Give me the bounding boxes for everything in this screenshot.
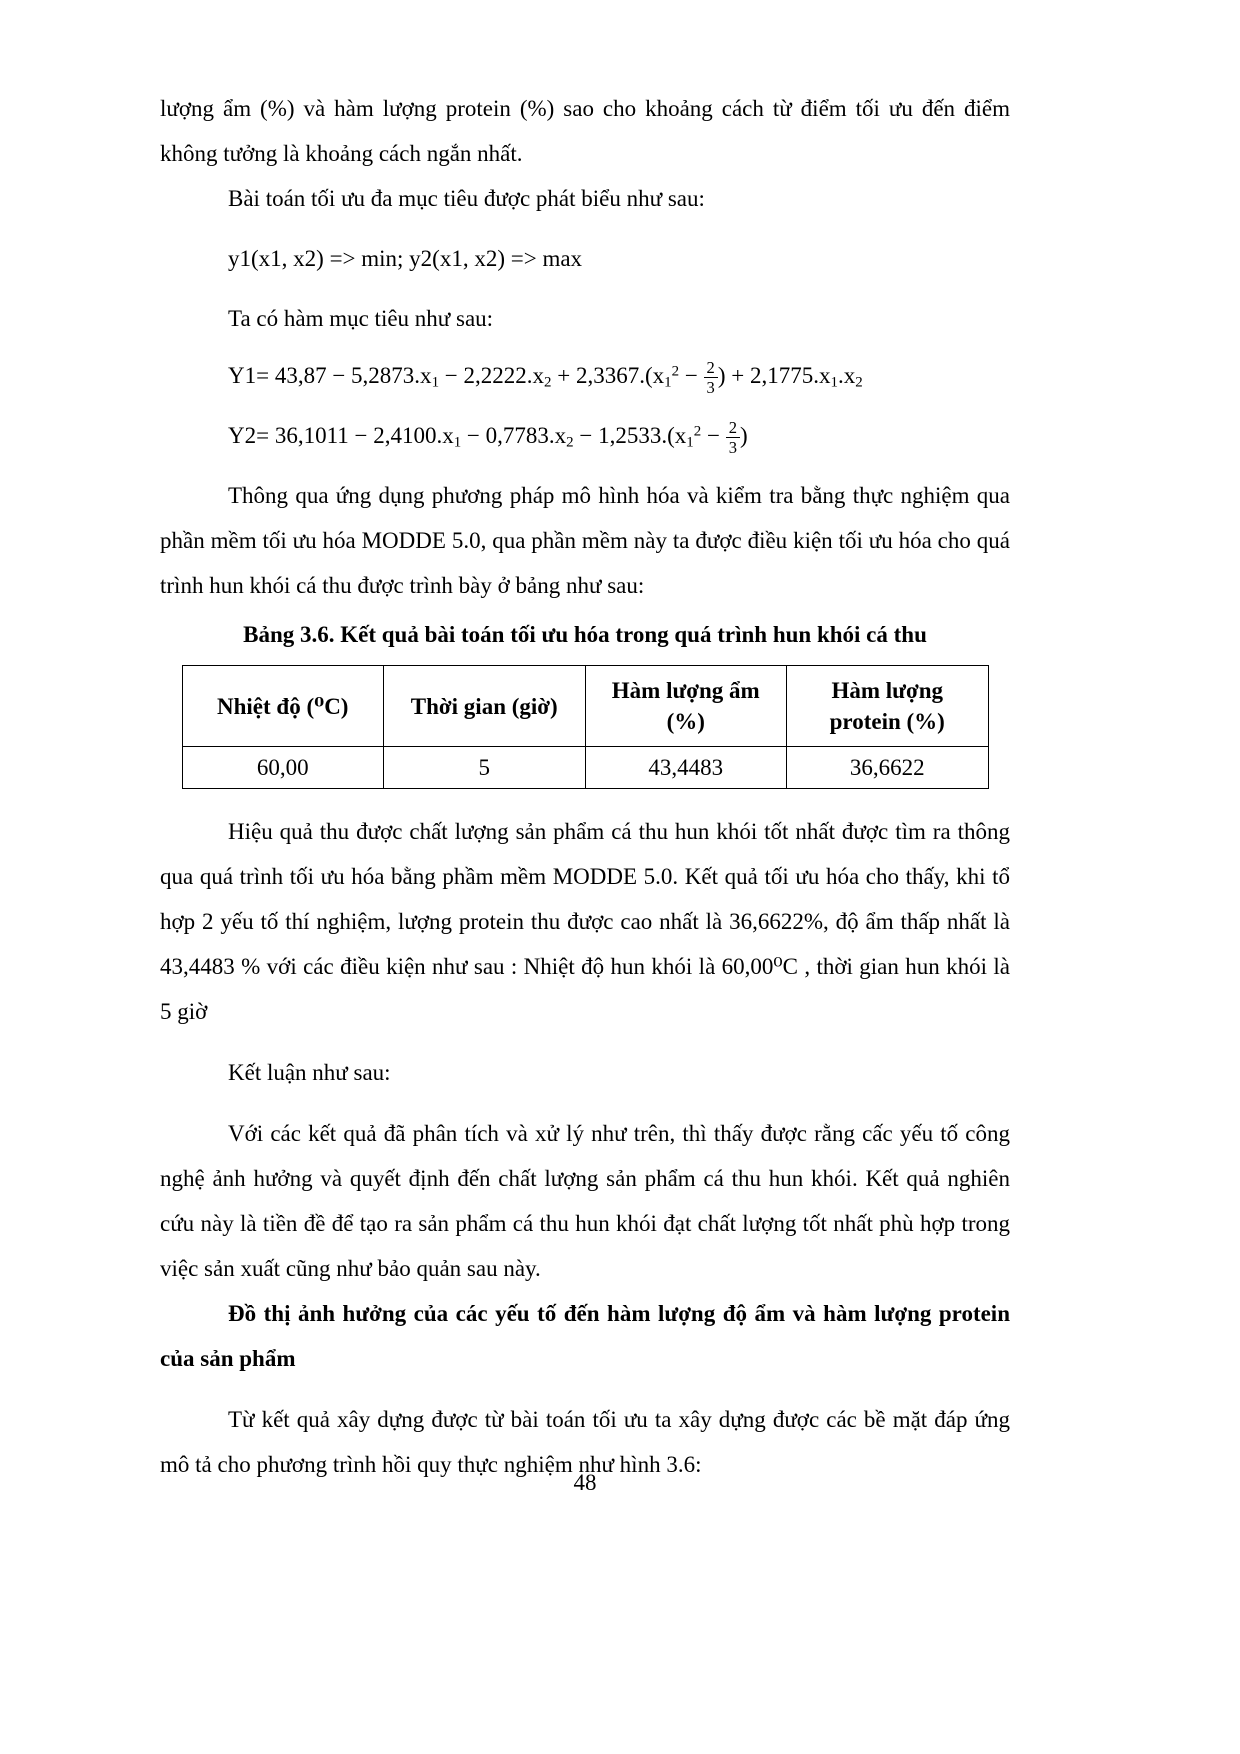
table-header-row [182,666,988,747]
paragraph-problem-statement: Bài toán tối ưu đa mục tiêu được phát biểu như sau: [228,186,705,211]
table-row [182,747,988,789]
equation-y1: $Y1= 43,87 - 5,2873.x_1 - 2,2222.x_2 + 2,3367.(x_1^2$ − $\frac{2}{3}$ ) + $2,1775.x_1.x_2$ [228,357,863,397]
paragraph-final: Từ kết quả xây dựng được từ bài toán tối ưu ta xây dựng được các bề mặt đáp ứng mô tả cho phương trình hồi quy thực nghiệm như hình 3.6: [160,1407,1010,1477]
paragraph-conclusion-intro: Kết luận như sau: [228,1060,391,1085]
paragraph-conclusion: Với các kết quả đã phân tích và xử lý như trên, thì thấy được rằng cấc yếu tố công nghệ ảnh hưởng và quyết định đến chất lượng sản phẩm cá thu hun khói. Kết quả nghiên cứu này là tiền đề để tạo ra sản phẩm cá thu hun khói đạt chất lượng tốt nhất phù hợp trong việc sản xuất cũng như bảo quản sau này. [160,1121,1010,1281]
equation-minmax: y1(x1, x2) => min; y2(x1, x2) => max [228,246,583,271]
header-protein: Hàm lượng protein (%) [787,666,989,747]
cell-temperature: 60,00 [182,747,384,789]
header-temperature: Nhiệt độ (⁰C) [182,666,384,747]
results-table [182,665,989,789]
paragraph-result: Hiệu quả thu được chất lượng sản phẩm cá thu hun khói tốt nhất được tìm ra thông qua quá trình tối ưu hóa bằng phầm mềm MODDE 5.0. Kết quả tối ưu hóa cho thấy, khi tổ hợp 2 yếu tố thí nghiệm, lượng protein thu được cao nhất là 36,6622%, độ ẩm thấp nhất là 43,4483 % với các điều kiện như sau : Nhiệt độ hun khói là 60,00⁰C , thời gian hun khói là 5 giờ [160,819,1010,1024]
fraction: $\frac{2}{3}$ [704,358,718,397]
table-caption: Bảng 3.6. Kết quả bài toán tối ưu hóa trong quá trình hun khói cá thu [243,622,927,647]
heading-chart: Đồ thị ảnh hưởng của các yếu tố đến hàm lượng độ ẩm và hàm lượng protein của sản phẩm [160,1301,1010,1371]
paragraph-modde: Thông qua ứng dụng phương pháp mô hình hóa và kiểm tra bằng thực nghiệm qua phần mềm tối ưu hóa MODDE 5.0, qua phần mềm này ta được điều kiện tối ưu hóa cho quá trình hun khói cá thu được trình bày ở bảng như sau: [160,483,1010,598]
page-number: 48 [573,1470,597,1495]
header-time: Thời gian (giờ) [384,666,586,747]
paragraph-intro: lượng ẩm (%) và hàm lượng protein (%) sao cho khoảng cách từ điểm tối ưu đến điểm không tưởng là khoảng cách ngắn nhất. [160,96,1010,166]
fraction: $\frac{2}{3}$ [726,418,740,457]
cell-time: 5 [384,747,586,789]
cell-protein: 36,6622 [787,747,989,789]
paragraph-objective-intro: Ta có hàm mục tiêu như sau: [228,306,494,331]
cell-moisture: 43,4483 [585,747,787,789]
header-moisture: Hàm lượng ẩm (%) [585,666,787,747]
equation-y2: $Y2= 36,1011 - 2,4100.x_1 - 0,7783.x_2 - 1,2533.(x_1^2$ − $\frac{2}{3}$ ) [228,417,748,457]
